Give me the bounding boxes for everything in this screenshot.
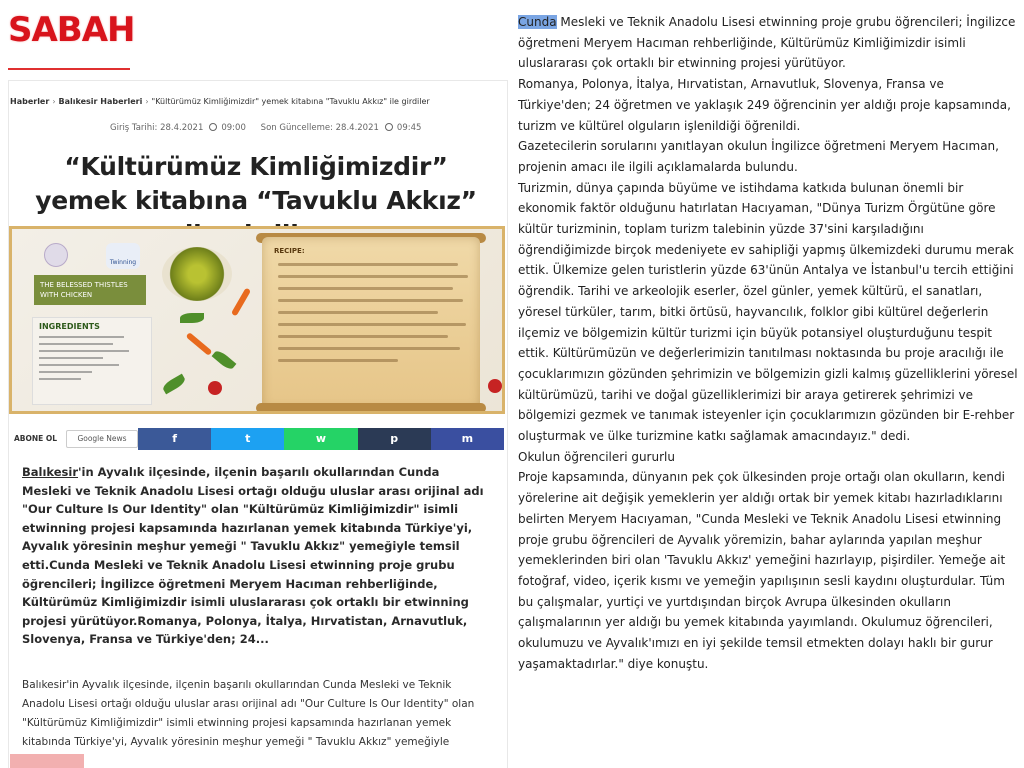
- selected-text: Cunda: [518, 15, 557, 29]
- ad-strip: [10, 754, 84, 768]
- twinning-label: Twinning: [109, 259, 137, 266]
- ingredient-line: [39, 350, 129, 352]
- clock-icon: [209, 123, 217, 131]
- recipe-scroll: [262, 237, 480, 409]
- leaf-icon: [180, 313, 204, 323]
- recipe-image: [9, 226, 505, 414]
- ingredients-title: INGREDIENTS: [39, 322, 100, 331]
- dish-bowl-icon: [162, 247, 232, 301]
- breadcrumb-item-current: "Kültürümüz Kimliğimizdir" yemek kitabına "Tavuklu Akkız" ile girdiler: [151, 97, 430, 106]
- ingredients-card: [32, 317, 152, 405]
- mail-share-button[interactable]: m: [431, 428, 504, 450]
- subheading: Okulun öğrencileri gururlu: [518, 449, 675, 464]
- ingredient-line: [39, 336, 124, 338]
- breadcrumb: [10, 97, 430, 106]
- recipe-line: [278, 347, 460, 350]
- created-time: 09:00: [221, 123, 246, 133]
- carrot-icon: [231, 288, 251, 317]
- clock-icon: [385, 123, 393, 131]
- subscribe-label: ABONE OL: [14, 434, 58, 443]
- paragraph-4: Turizmin, dünya çapında büyüme ve istihdama katkıda bulunan önemli bir ekonomik faktör olduğunu hatırlatan Hacıyaman, "Dünya Turizm Örgütüne göre kültür turizminin, toplam turizm talebinin yüzde 37'sini karşıladığını öğrendiğimizde birçok medeniyete ev sahipliği yapmış ülkemizdeki durumu merak ettik. Ülkemize gelen turistlerin yüzde 63'ünün Antalya ve İstanbul'u tercih ettiğini öğrendik. Tarihi ve arkeolojik eserler, özel günler, yemek kültürü, el sanatları, yöresel türküler, tarım, bitki örtüsü, hayvancılık, folklor gibi kültürel değerlerin ilçemiz ve bölgemizin kültür turizmi için büyük potansiyel oluşturduğunu tespit ettik. Kültürümüzün ve değerlerimizin tanıtılması noktasında bu proje aracılığı ile çocuklarımızın gözünden şehrimizin ve bölgemizin gizli kalmış güzelliklerini yöresel kültürümüzü, tarihi ve doğal güzelliklerimizi bir araya getirerek şehrimizi ve bölgemizi gezmek ve tanımak isteyenler için çocuklarımızın gözünden bir E-rehber oluşturmak ve ülke turizmine katkı sağlamak amacındayız." dedi.: [518, 180, 1018, 444]
- tomato-icon: [488, 379, 502, 393]
- logo-underline: [8, 68, 130, 70]
- twitter-share-button[interactable]: t: [211, 428, 284, 450]
- right-clipping: [518, 12, 1018, 675]
- recipe-line: [278, 335, 448, 338]
- ingredient-line: [39, 371, 92, 373]
- print-button[interactable]: p: [358, 428, 431, 450]
- chevron-right-icon: ›: [145, 97, 149, 106]
- updated-time: 09:45: [396, 123, 422, 133]
- recipe-line: [278, 359, 398, 362]
- paragraph-2: Romanya, Polonya, İtalya, Hırvatistan, Arnavutluk, Slovenya, Fransa ve Türkiye'den; 24 öğretmen ve yaklaşık 249 öğrencinin yer aldığı proje kapsamında, turizm ve kültürel olguların işlenildiği öğrenildi.: [518, 77, 1011, 133]
- ingredient-line: [39, 357, 103, 359]
- article-dates: [110, 123, 425, 133]
- article-headline: “Kültürümüz Kimliğimizdir” yemek kitabına “Tavuklu Akkız”: [35, 152, 477, 215]
- twinning-logo-icon: [106, 243, 140, 269]
- article-body-start: Balıkesir'in Ayvalık ilçesinde, ilçenin başarılı okullarından Cunda Mesleki ve Teknik Anadolu Lisesi ortağı olduğu uluslar arası orijinal adı "Our Culture Is Our Identity" olan "Kültürümüz Kimliğimizdir" isimli etwinning projesi kapsamında hazırlanan yemek kitabında Türkiye'yi, Ayvalık yöresinin meşhur yemeği " Tavuklu Akkız" yemeğiyle: [22, 679, 475, 748]
- scroll-bottom-roll: [256, 403, 486, 413]
- google-news-button[interactable]: Google News: [66, 430, 138, 448]
- sabah-logo[interactable]: [8, 10, 135, 72]
- carrot-icon: [186, 332, 213, 356]
- recipe-line: [278, 263, 458, 266]
- paragraph-1-text: Mesleki ve Teknik Anadolu Lisesi etwinning proje grubu öğrencileri; İngilizce öğretmeni Meryem Hacıman rehberliğinde, Kültürümüz Kimliğimizdir isimli uluslararası çok ortaklı bir etwinning projesi yürütüyor.: [518, 15, 1016, 71]
- school-logo-icon: [44, 243, 68, 267]
- ingredient-line: [39, 364, 119, 366]
- recipe-title: RECIPE:: [274, 247, 305, 255]
- leaf-icon: [212, 348, 237, 371]
- recipe-line: [278, 287, 453, 290]
- breadcrumb-item-home[interactable]: Haberler: [10, 97, 50, 106]
- article-spot: [22, 463, 492, 649]
- facebook-share-button[interactable]: f: [138, 428, 211, 450]
- paragraph-3: Gazetecilerin sorularını yanıtlayan okulun İngilizce öğretmeni Meryem Hacıman, projenin amacı ile ilgili açıklamalarda bulundu.: [518, 139, 999, 174]
- recipe-name-box: THE BELESSED THISTLES WITH CHICKEN: [34, 275, 146, 305]
- paragraph-5: Proje kapsamında, dünyanın pek çok ülkesinden proje ortağı olan okulların, kendi yörelerine ait değişik yemeklerin yer aldığı ortak bir yemek kitabı hazırladıklarını belirten Meryem Hacıyaman, "Cunda Mesleki ve Teknik Anadolu Lisesi etwinning proje grubu öğrencileri de Ayvalık yöremizin, bahar aylarında yapılan meşhur yemeklerinden biri olan 'Tavuklu Akkız' yemeğini hazırlayıp, pişirdiler. Yemeğe ait fotoğraf, video, içerik kısmı ve yemeğin yapılışının sesli kaydını oluşturdular. Tüm bu çalışmalar, yurtiçi ve yurtdışından birçok Avrupa ülkesinden okulların çalışmalarının yer aldığı bu yemek kitabında yayımlandı. Okulumuz öğrencileri, okulumuzu ve Ayvalık'ımızı en iyi şekilde temsil etmekten dolayı haklı bir gurur yaşamaktadırlar." diye konuştu.: [518, 470, 1006, 671]
- whatsapp-share-button[interactable]: w: [284, 428, 357, 450]
- tomato-icon: [208, 381, 222, 395]
- social-share-bar: [10, 428, 504, 450]
- leaf-icon: [161, 374, 187, 395]
- recipe-line: [278, 299, 463, 302]
- recipe-line: [278, 311, 438, 314]
- logo-text: SABAH: [8, 10, 135, 50]
- chevron-right-icon: ›: [52, 97, 56, 106]
- spot-city-link[interactable]: Balıkesir: [22, 465, 79, 479]
- updated-date: Son Güncelleme: 28.4.2021: [260, 123, 379, 133]
- recipe-line: [278, 323, 466, 326]
- ingredient-line: [39, 343, 113, 345]
- spot-text: 'in Ayvalık ilçesinde, ilçenin başarılı okullarından Cunda Mesleki ve Teknik Anadolu Lisesi ortağı olduğu uluslar arası orijinal adı "Our Culture Is Our Identity" olan "Kültürümüz Kimliğimizdir" isimli etwinning projesi kapsamında hazırlanan yemek kitabında Türkiye'yi, Ayvalık yöresinin meşhur yemeği " Tavuklu Akkız" yemeğiyle temsil etti.Cunda Mesleki ve Teknik Anadolu Lisesi etwinning proje grubu öğrencileri; İngilizce öğretmeni Meryem Hacıman rehberliğinde, Kültürümüz Kimliğimizdir isimli uluslararası çok ortaklı bir etwinning projesi yürütüyor.Romanya, Polonya, İtalya, Hırvatistan, Arnavutluk, Slovenya, Fransa ve Türkiye'den; 24...: [22, 465, 484, 647]
- created-date: Giriş Tarihi: 28.4.2021: [110, 123, 204, 133]
- recipe-line: [278, 275, 468, 278]
- breadcrumb-item-category[interactable]: Balıkesir Haberleri: [58, 97, 143, 106]
- paragraph-1: [518, 12, 1018, 74]
- ingredient-line: [39, 378, 81, 380]
